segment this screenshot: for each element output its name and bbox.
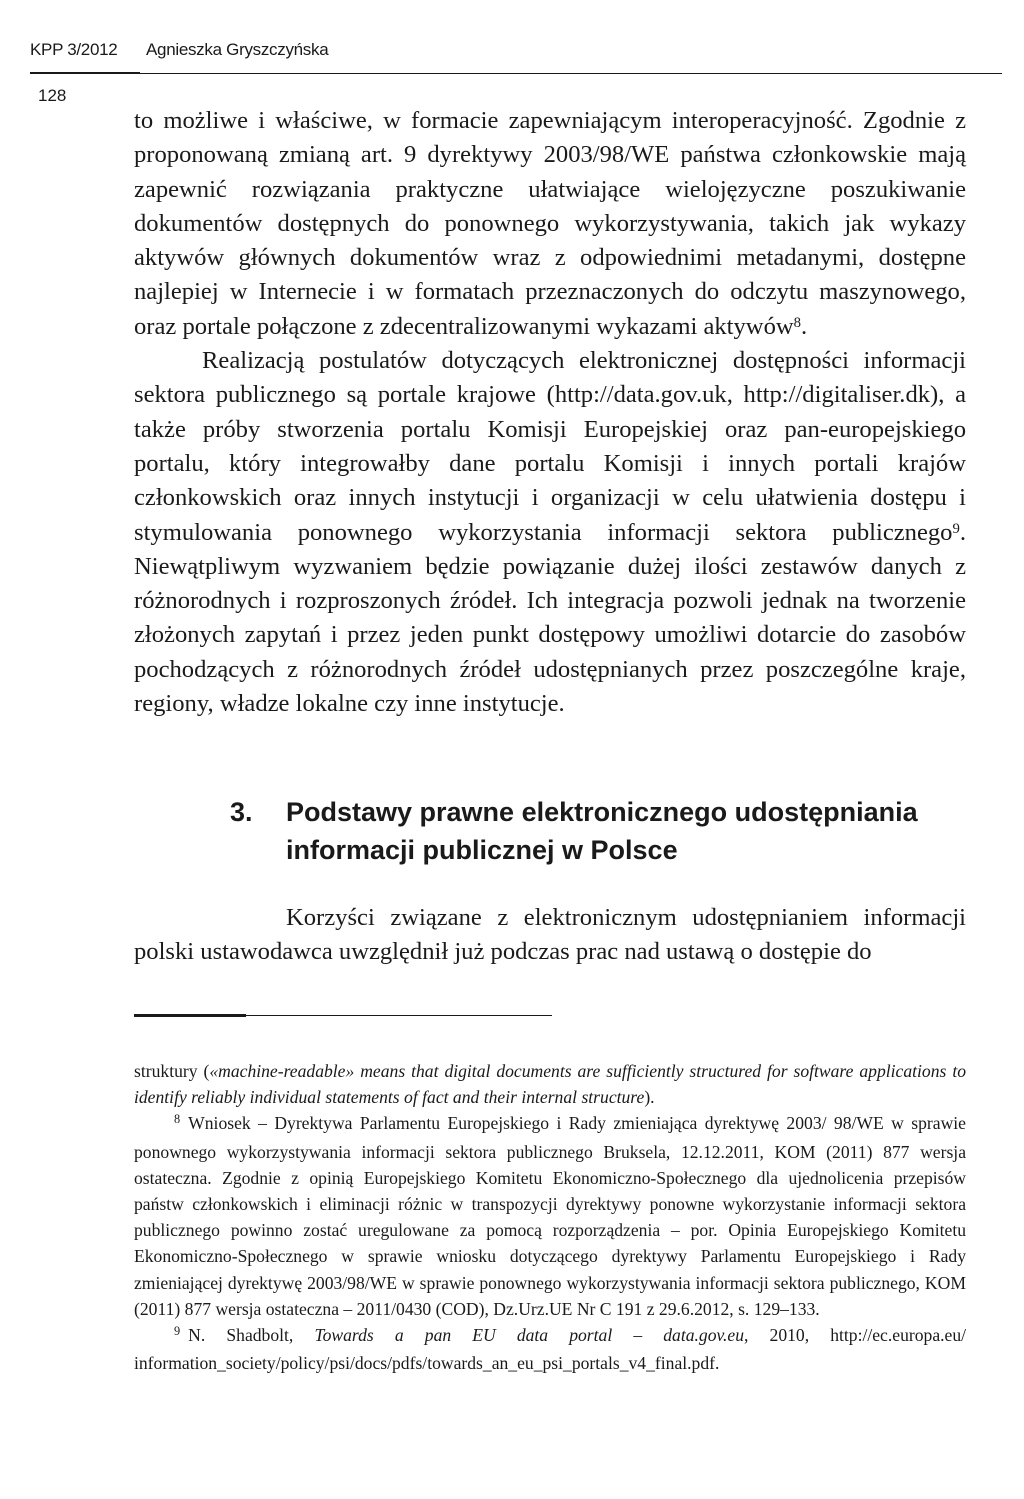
- footnote-ref-8[interactable]: 8: [793, 315, 801, 332]
- footnote-8: $^8$ Wniosek – Dyrektywa Parlamentu Europejskiego i Rady zmieniająca dyrektywę 2003/ 98/WE w sprawie ponownego wykorzystywania informacji sektora publicznego Bruksela, 12.12.2011, KOM (2011) 877 wersja ostateczna. Zgodnie z opinią Europejskiego Komitetu Ekonomiczno-Społecznego dla ujednolicenia przepisów państw członkowskich i eliminacji różnic w transpozycji dyrektywy ponowne wykorzystanie informacji sektora publicznego powinno zostać uregulowane za pomocą rozporządzenia – por. Opinia Europejskiego Komitetu Ekonomiczno-Społecznego w sprawie wniosku dotyczącego dyrektywy Parlamentu Europejskiego i Rady zmieniającej dyrektywę 2003/98/WE w sprawie ponownego wykorzystywania informacji sektora publicznego, KOM (2011) 877 wersja ostateczna – 2011/0430 (COD), Dz.Urz.UE Nr C 191 z 29.6.2012, s. 129–133.: [134, 1112, 966, 1319]
- page-number: 128: [38, 86, 67, 105]
- footnote-continuation: struktury («machine-readable» means that digital documents are sufficiently structured for software applications to identify reliably individual statements of fact and their internal structure).: [134, 1061, 966, 1108]
- footnote-9: $^9$ N. Shadbolt, Towards a pan EU data portal – data.gov.eu, 2010, http://ec.europa.eu/ information_society/policy/psi/docs/pdfs/towards_an_eu_psi_portals_v4_final.pdf.: [134, 1323, 967, 1374]
- footnote-separator: [246, 1015, 552, 1016]
- paragraph-2: Realizacją postulatów dotyczących elektronicznej dostępności informacji sektora publicznego są portale krajowe (http://data.gov.uk, http://digitaliser.dk), a także próby stworzenia portalu Komisji Europejskiej oraz pan-europejskiego portalu, który integrowałby dane portalu Komisji i innych portali krajów członkowskich oraz innych instytucji i organizacji w celu ułatwienia dostępu i stymulowania ponownego wykorzystania informacji sektora publicznego$^9$. Niewątpliwym wyzwaniem będzie powiązanie dużej ilości zestawów danych z różnorodnych i rozproszonych źródeł. Ich integracja pozwoli jednak na tworzenie złożonych zapytań i przez jeden punkt dostępowy umożliwi dotarcie do zasobów pochodzących z różnorodnych źródeł udostępnianych przez poszczególne kraje, regiony, władze lokalne czy inne instytucje.: [134, 347, 966, 718]
- journal-issue: KPP 3/2012: [30, 40, 118, 59]
- body-text-bottom: [134, 901, 966, 970]
- section-number: 3.: [230, 797, 253, 827]
- section-title: Podstawy prawne elektronicznego udostępniania informacji publicznej w Polsce: [286, 797, 918, 865]
- footnote-ref-9[interactable]: 9: [952, 520, 960, 537]
- footnote-mark-9: 9: [174, 1323, 181, 1338]
- footnotes: [134, 1058, 966, 1376]
- footnote-mark-8: 8: [174, 1112, 181, 1127]
- footnote-separator-thick: [134, 1014, 246, 1017]
- running-header: [30, 36, 980, 76]
- running-author: Agnieszka Gryszczyńska: [146, 40, 329, 59]
- header-rule-thick: [30, 72, 140, 74]
- paragraph-1: to możliwe i właściwe, w formacie zapewniającym interoperacyjność. Zgodnie z proponowaną zmianą art. 9 dyrektywy 2003/98/WE państwa członkowskie mają zapewnić rozwiązania praktyczne ułatwiające wielojęzyczne poszukiwanie dokumentów dostępnych do ponownego wykorzystywania, takich jak wykazy aktywów głównych dokumentów wraz z odpowiednimi metadanymi, dostępne najlepiej w Internecie i w formatach przeznaczonych do odczytu maszynowego, oraz portale połączone z zdecentralizowanymi wykazami aktywów$^8$.: [134, 107, 966, 340]
- header-rule: [140, 73, 1002, 74]
- paragraph-3: Korzyści związane z elektronicznym udostępnianiem informacji polski ustawodawca uwzględnił już podczas prac nad ustawą o dostępie do: [134, 904, 966, 966]
- body-text-top: [134, 104, 966, 721]
